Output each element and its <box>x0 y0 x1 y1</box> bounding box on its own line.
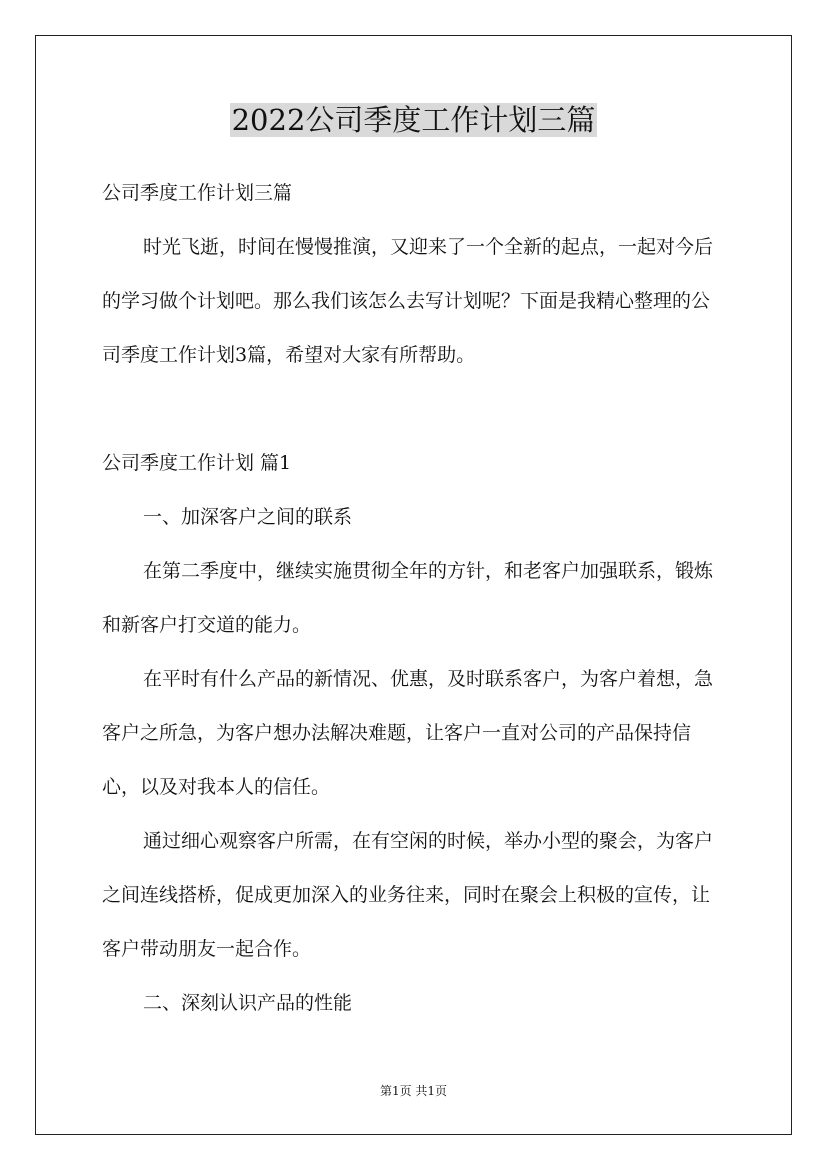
section-heading: 公司季度工作计划 篇1 <box>102 452 292 474</box>
document-title-text: 2022公司季度工作计划三篇 <box>231 103 596 137</box>
heading-product-knowledge: 二、深刻认识产品的性能 <box>143 992 353 1014</box>
heading-customer-relations: 一、加深客户之间的联系 <box>143 506 353 528</box>
paragraph-customer-care: 在平时有什么产品的新情况、优惠，及时联系客户，为客户着想，急客户之所急，为客户想办法解决难题，让客户一直对公司的产品保持信心，以及对我本人的信任。 <box>102 668 714 798</box>
paragraph-second-quarter: 在第二季度中，继续实施贯彻全年的方针，和老客户加强联系，锻炼和新客户打交道的能力。 <box>102 560 714 636</box>
intro-paragraph: 时光飞逝，时间在慢慢推演，又迎来了一个全新的起点，一起对今后的学习做个计划吧。那么我们该怎么去写计划呢？下面是我精心整理的公司季度工作计划3篇，希望对大家有所帮助。 <box>102 236 714 366</box>
document-subtitle: 公司季度工作计划三篇 <box>102 182 293 204</box>
document-title <box>0 98 827 142</box>
page-footer: 第1页 共1页 <box>379 1084 448 1098</box>
paragraph-customer-gatherings: 通过细心观察客户所需，在有空闲的时候，举办小型的聚会，为客户之间连线搭桥，促成更加深入的业务往来，同时在聚会上积极的宣传，让客户带动朋友一起合作。 <box>102 830 714 960</box>
